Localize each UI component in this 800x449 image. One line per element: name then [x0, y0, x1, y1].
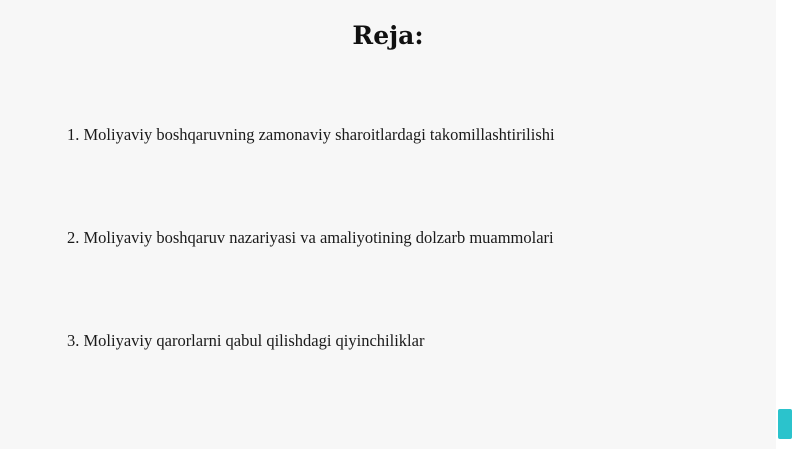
- scrollbar-track[interactable]: [776, 0, 800, 449]
- slide-title: Reja:: [352, 21, 424, 50]
- plan-item-1: 1. Moliyaviy boshqaruvning zamonaviy sharoitlardagi takomillashtirilishi: [67, 125, 555, 144]
- scrollbar-thumb[interactable]: [778, 409, 792, 439]
- plan-item-3: 3. Moliyaviy qarorlarni qabul qilishdagi qiyinchiliklar: [67, 331, 425, 350]
- plan-item-2: 2. Moliyaviy boshqaruv nazariyasi va amaliyotining dolzarb muammolari: [67, 228, 554, 247]
